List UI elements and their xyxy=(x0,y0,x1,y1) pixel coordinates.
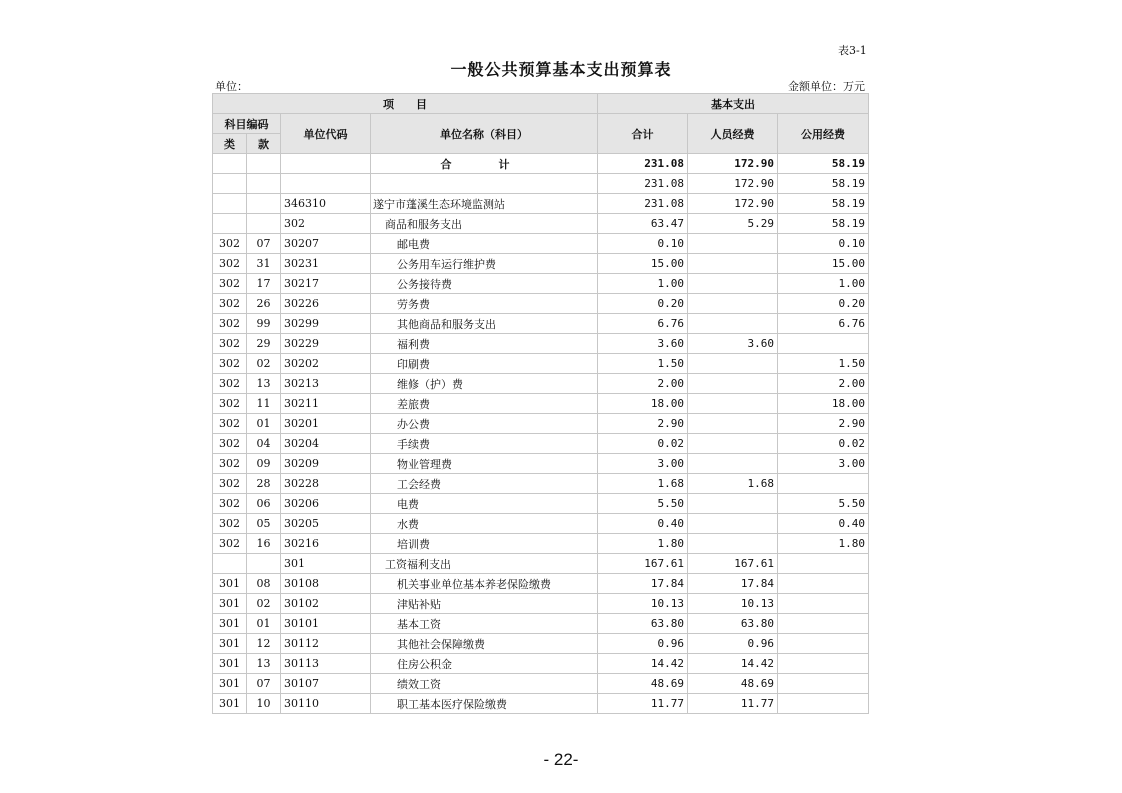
cell-category: 302 xyxy=(213,514,247,534)
cell-total: 1.50 xyxy=(598,354,688,374)
cell-personnel xyxy=(688,254,778,274)
cell-section xyxy=(247,194,281,214)
table-number: 表3-1 xyxy=(838,44,867,57)
cell-total: 63.80 xyxy=(598,614,688,634)
cell-unit-name: 劳务费 xyxy=(371,294,598,314)
cell-section: 07 xyxy=(247,234,281,254)
cell-personnel xyxy=(688,274,778,294)
cell-total: 1.80 xyxy=(598,534,688,554)
cell-public: 6.76 xyxy=(778,314,869,334)
table-row xyxy=(213,254,869,274)
cell-personnel: 5.29 xyxy=(688,214,778,234)
cell-personnel xyxy=(688,294,778,314)
table-row xyxy=(213,634,869,654)
cell-unit-code: 30217 xyxy=(281,274,371,294)
header-project: 项 目 xyxy=(213,94,598,114)
header-total: 合计 xyxy=(598,114,688,154)
cell-unit-code: 30102 xyxy=(281,594,371,614)
cell-category: 302 xyxy=(213,374,247,394)
header-unit-name: 单位名称（科目） xyxy=(371,114,598,154)
cell-public: 58.19 xyxy=(778,214,869,234)
cell-category: 301 xyxy=(213,694,247,714)
cell-total: 0.02 xyxy=(598,434,688,454)
cell-total: 0.96 xyxy=(598,634,688,654)
cell-public xyxy=(778,594,869,614)
cell-public xyxy=(778,574,869,594)
cell-unit-name: 公务接待费 xyxy=(371,274,598,294)
cell-personnel: 48.69 xyxy=(688,674,778,694)
header-subject-code: 科目编码 xyxy=(213,114,281,134)
cell-unit-code: 30108 xyxy=(281,574,371,594)
cell-unit-name: 工会经费 xyxy=(371,474,598,494)
cell-empty xyxy=(281,154,371,174)
cell-section: 02 xyxy=(247,594,281,614)
table-row xyxy=(213,274,869,294)
cell-category: 301 xyxy=(213,634,247,654)
cell-public xyxy=(778,614,869,634)
cell-category: 302 xyxy=(213,394,247,414)
page-title: 一般公共预算基本支出预算表 xyxy=(450,60,672,79)
cell-public: 3.00 xyxy=(778,454,869,474)
cell-unit-name: 维修（护）费 xyxy=(371,374,598,394)
cell-public: 2.00 xyxy=(778,374,869,394)
cell-category: 302 xyxy=(213,334,247,354)
cell-section: 28 xyxy=(247,474,281,494)
table-row xyxy=(213,434,869,454)
total-amount: 231.08 xyxy=(598,154,688,174)
cell-section: 09 xyxy=(247,454,281,474)
cell-unit-code: 30202 xyxy=(281,354,371,374)
cell-personnel: 167.61 xyxy=(688,554,778,574)
cell-public xyxy=(778,674,869,694)
table-row xyxy=(213,574,869,594)
cell-public: 0.20 xyxy=(778,294,869,314)
cell-personnel xyxy=(688,234,778,254)
cell-total: 18.00 xyxy=(598,394,688,414)
table-header xyxy=(213,94,869,154)
cell-category: 302 xyxy=(213,454,247,474)
cell-personnel xyxy=(688,494,778,514)
cell-unit-name: 邮电费 xyxy=(371,234,598,254)
cell-category: 301 xyxy=(213,594,247,614)
cell-total: 63.47 xyxy=(598,214,688,234)
cell-category: 302 xyxy=(213,234,247,254)
cell-total: 2.00 xyxy=(598,374,688,394)
table-row xyxy=(213,534,869,554)
cell-category: 302 xyxy=(213,534,247,554)
cell-personnel: 0.96 xyxy=(688,634,778,654)
table-row xyxy=(213,554,869,574)
cell-empty xyxy=(213,154,247,174)
cell-public: 0.40 xyxy=(778,514,869,534)
cell-unit-name: 电费 xyxy=(371,494,598,514)
table-row xyxy=(213,474,869,494)
cell-unit-name: 办公费 xyxy=(371,414,598,434)
cell-unit-code: 346310 xyxy=(281,194,371,214)
cell-public xyxy=(778,474,869,494)
cell-unit-name: 差旅费 xyxy=(371,394,598,414)
cell-section: 10 xyxy=(247,694,281,714)
cell-empty xyxy=(247,154,281,174)
cell-unit-code: 30231 xyxy=(281,254,371,274)
cell-category xyxy=(213,554,247,574)
header-basic-expense: 基本支出 xyxy=(598,94,869,114)
table-row xyxy=(213,514,869,534)
cell-unit-code: 301 xyxy=(281,554,371,574)
cell-unit-code: 30207 xyxy=(281,234,371,254)
cell-personnel xyxy=(688,514,778,534)
cell-total: 48.69 xyxy=(598,674,688,694)
cell-public: 2.90 xyxy=(778,414,869,434)
cell-category: 301 xyxy=(213,654,247,674)
header-personnel: 人员经费 xyxy=(688,114,778,154)
cell-unit-name: 物业管理费 xyxy=(371,454,598,474)
cell-unit-name: 福利费 xyxy=(371,334,598,354)
cell-unit-code: 30211 xyxy=(281,394,371,414)
cell-section: 08 xyxy=(247,574,281,594)
cell-total: 0.10 xyxy=(598,234,688,254)
cell-section xyxy=(247,214,281,234)
cell-unit-code: 30107 xyxy=(281,674,371,694)
cell-public: 15.00 xyxy=(778,254,869,274)
cell-unit-name: 职工基本医疗保险缴费 xyxy=(371,694,598,714)
cell-unit-code: 30101 xyxy=(281,614,371,634)
cell-section: 02 xyxy=(247,354,281,374)
cell-section: 16 xyxy=(247,534,281,554)
cell-section: 99 xyxy=(247,314,281,334)
cell-unit-code: 30229 xyxy=(281,334,371,354)
cell-section: 11 xyxy=(247,394,281,414)
cell-personnel xyxy=(688,374,778,394)
cell-unit-code: 30201 xyxy=(281,414,371,434)
cell-personnel xyxy=(688,414,778,434)
table-row xyxy=(213,354,869,374)
cell-category: 301 xyxy=(213,574,247,594)
cell-unit-name xyxy=(371,174,598,194)
cell-section: 13 xyxy=(247,654,281,674)
cell-total: 3.60 xyxy=(598,334,688,354)
cell-category: 302 xyxy=(213,474,247,494)
table-row xyxy=(213,494,869,514)
cell-category: 302 xyxy=(213,494,247,514)
cell-unit-code: 30228 xyxy=(281,474,371,494)
cell-personnel: 3.60 xyxy=(688,334,778,354)
cell-unit-name: 住房公积金 xyxy=(371,654,598,674)
cell-unit-name: 商品和服务支出 xyxy=(371,214,598,234)
table-row xyxy=(213,594,869,614)
cell-unit-code: 30213 xyxy=(281,374,371,394)
cell-unit-name: 绩效工资 xyxy=(371,674,598,694)
cell-section: 07 xyxy=(247,674,281,694)
cell-total: 0.40 xyxy=(598,514,688,534)
cell-personnel xyxy=(688,534,778,554)
table-row xyxy=(213,454,869,474)
cell-category xyxy=(213,214,247,234)
total-label: 合 计 xyxy=(371,154,598,174)
cell-section: 01 xyxy=(247,414,281,434)
cell-total: 167.61 xyxy=(598,554,688,574)
cell-unit-name: 其他社会保障缴费 xyxy=(371,634,598,654)
cell-category: 301 xyxy=(213,674,247,694)
cell-personnel xyxy=(688,354,778,374)
table-body xyxy=(213,154,869,714)
cell-public: 18.00 xyxy=(778,394,869,414)
header-public: 公用经费 xyxy=(778,114,869,154)
cell-category: 302 xyxy=(213,434,247,454)
cell-personnel xyxy=(688,434,778,454)
cell-category: 302 xyxy=(213,274,247,294)
cell-category: 302 xyxy=(213,414,247,434)
table-row xyxy=(213,694,869,714)
cell-total: 2.90 xyxy=(598,414,688,434)
cell-public xyxy=(778,634,869,654)
cell-public xyxy=(778,694,869,714)
cell-unit-name: 遂宁市蓬溪生态环境监测站 xyxy=(371,194,598,214)
table-row xyxy=(213,194,869,214)
cell-unit-name: 其他商品和服务支出 xyxy=(371,314,598,334)
cell-total: 15.00 xyxy=(598,254,688,274)
cell-unit-code: 30204 xyxy=(281,434,371,454)
cell-unit-name: 基本工资 xyxy=(371,614,598,634)
cell-public xyxy=(778,654,869,674)
cell-unit-code: 30209 xyxy=(281,454,371,474)
cell-category: 302 xyxy=(213,354,247,374)
cell-category xyxy=(213,174,247,194)
cell-section xyxy=(247,174,281,194)
cell-personnel: 1.68 xyxy=(688,474,778,494)
cell-section: 12 xyxy=(247,634,281,654)
cell-public: 5.50 xyxy=(778,494,869,514)
cell-total: 17.84 xyxy=(598,574,688,594)
budget-table xyxy=(212,93,869,714)
cell-unit-code: 30205 xyxy=(281,514,371,534)
page-number: - 22- xyxy=(543,750,579,769)
cell-unit-code: 30206 xyxy=(281,494,371,514)
table-row xyxy=(213,314,869,334)
cell-personnel: 63.80 xyxy=(688,614,778,634)
cell-public: 0.02 xyxy=(778,434,869,454)
table-row xyxy=(213,234,869,254)
cell-section: 26 xyxy=(247,294,281,314)
cell-unit-name: 水费 xyxy=(371,514,598,534)
table-row xyxy=(213,654,869,674)
cell-public: 58.19 xyxy=(778,194,869,214)
cell-total: 231.08 xyxy=(598,174,688,194)
cell-public: 1.00 xyxy=(778,274,869,294)
cell-personnel: 10.13 xyxy=(688,594,778,614)
cell-section: 31 xyxy=(247,254,281,274)
cell-category xyxy=(213,194,247,214)
table-row xyxy=(213,334,869,354)
header-section: 款 xyxy=(247,134,281,154)
cell-personnel: 14.42 xyxy=(688,654,778,674)
unit-label: 单位： xyxy=(215,80,248,93)
cell-total: 6.76 xyxy=(598,314,688,334)
cell-public: 0.10 xyxy=(778,234,869,254)
header-unit-code: 单位代码 xyxy=(281,114,371,154)
cell-unit-name: 工资福利支出 xyxy=(371,554,598,574)
cell-section: 06 xyxy=(247,494,281,514)
table-row xyxy=(213,674,869,694)
cell-section: 04 xyxy=(247,434,281,454)
cell-personnel xyxy=(688,314,778,334)
cell-unit-code: 30216 xyxy=(281,534,371,554)
cell-category: 302 xyxy=(213,294,247,314)
cell-total: 10.13 xyxy=(598,594,688,614)
cell-personnel xyxy=(688,454,778,474)
cell-total: 11.77 xyxy=(598,694,688,714)
cell-public: 58.19 xyxy=(778,174,869,194)
cell-section: 13 xyxy=(247,374,281,394)
cell-unit-name: 津贴补贴 xyxy=(371,594,598,614)
cell-unit-name: 手续费 xyxy=(371,434,598,454)
amount-unit-label: 金额单位：万元 xyxy=(788,80,865,93)
cell-public xyxy=(778,554,869,574)
total-personnel: 172.90 xyxy=(688,154,778,174)
cell-section: 29 xyxy=(247,334,281,354)
cell-unit-code: 30113 xyxy=(281,654,371,674)
cell-unit-code: 30299 xyxy=(281,314,371,334)
table-row xyxy=(213,614,869,634)
table-row xyxy=(213,374,869,394)
table-row xyxy=(213,414,869,434)
cell-total: 0.20 xyxy=(598,294,688,314)
cell-unit-code: 30226 xyxy=(281,294,371,314)
cell-unit-name: 机关事业单位基本养老保险缴费 xyxy=(371,574,598,594)
cell-unit-code: 302 xyxy=(281,214,371,234)
table-row xyxy=(213,294,869,314)
cell-unit-code: 30110 xyxy=(281,694,371,714)
cell-unit-code: 30112 xyxy=(281,634,371,654)
cell-total: 5.50 xyxy=(598,494,688,514)
cell-public: 1.50 xyxy=(778,354,869,374)
table-row xyxy=(213,214,869,234)
cell-personnel xyxy=(688,394,778,414)
header-category: 类 xyxy=(213,134,247,154)
cell-personnel: 172.90 xyxy=(688,194,778,214)
cell-section: 05 xyxy=(247,514,281,534)
cell-unit-code xyxy=(281,174,371,194)
cell-personnel: 172.90 xyxy=(688,174,778,194)
cell-section: 01 xyxy=(247,614,281,634)
cell-section xyxy=(247,554,281,574)
cell-unit-name: 公务用车运行维护费 xyxy=(371,254,598,274)
total-row xyxy=(213,154,869,174)
cell-category: 301 xyxy=(213,614,247,634)
table-row xyxy=(213,394,869,414)
cell-personnel: 11.77 xyxy=(688,694,778,714)
cell-section: 17 xyxy=(247,274,281,294)
cell-total: 231.08 xyxy=(598,194,688,214)
cell-unit-name: 培训费 xyxy=(371,534,598,554)
cell-total: 1.68 xyxy=(598,474,688,494)
cell-public xyxy=(778,334,869,354)
cell-total: 3.00 xyxy=(598,454,688,474)
total-public: 58.19 xyxy=(778,154,869,174)
cell-public: 1.80 xyxy=(778,534,869,554)
table-row xyxy=(213,174,869,194)
cell-unit-name: 印刷费 xyxy=(371,354,598,374)
cell-total: 1.00 xyxy=(598,274,688,294)
cell-category: 302 xyxy=(213,254,247,274)
cell-personnel: 17.84 xyxy=(688,574,778,594)
cell-category: 302 xyxy=(213,314,247,334)
cell-total: 14.42 xyxy=(598,654,688,674)
